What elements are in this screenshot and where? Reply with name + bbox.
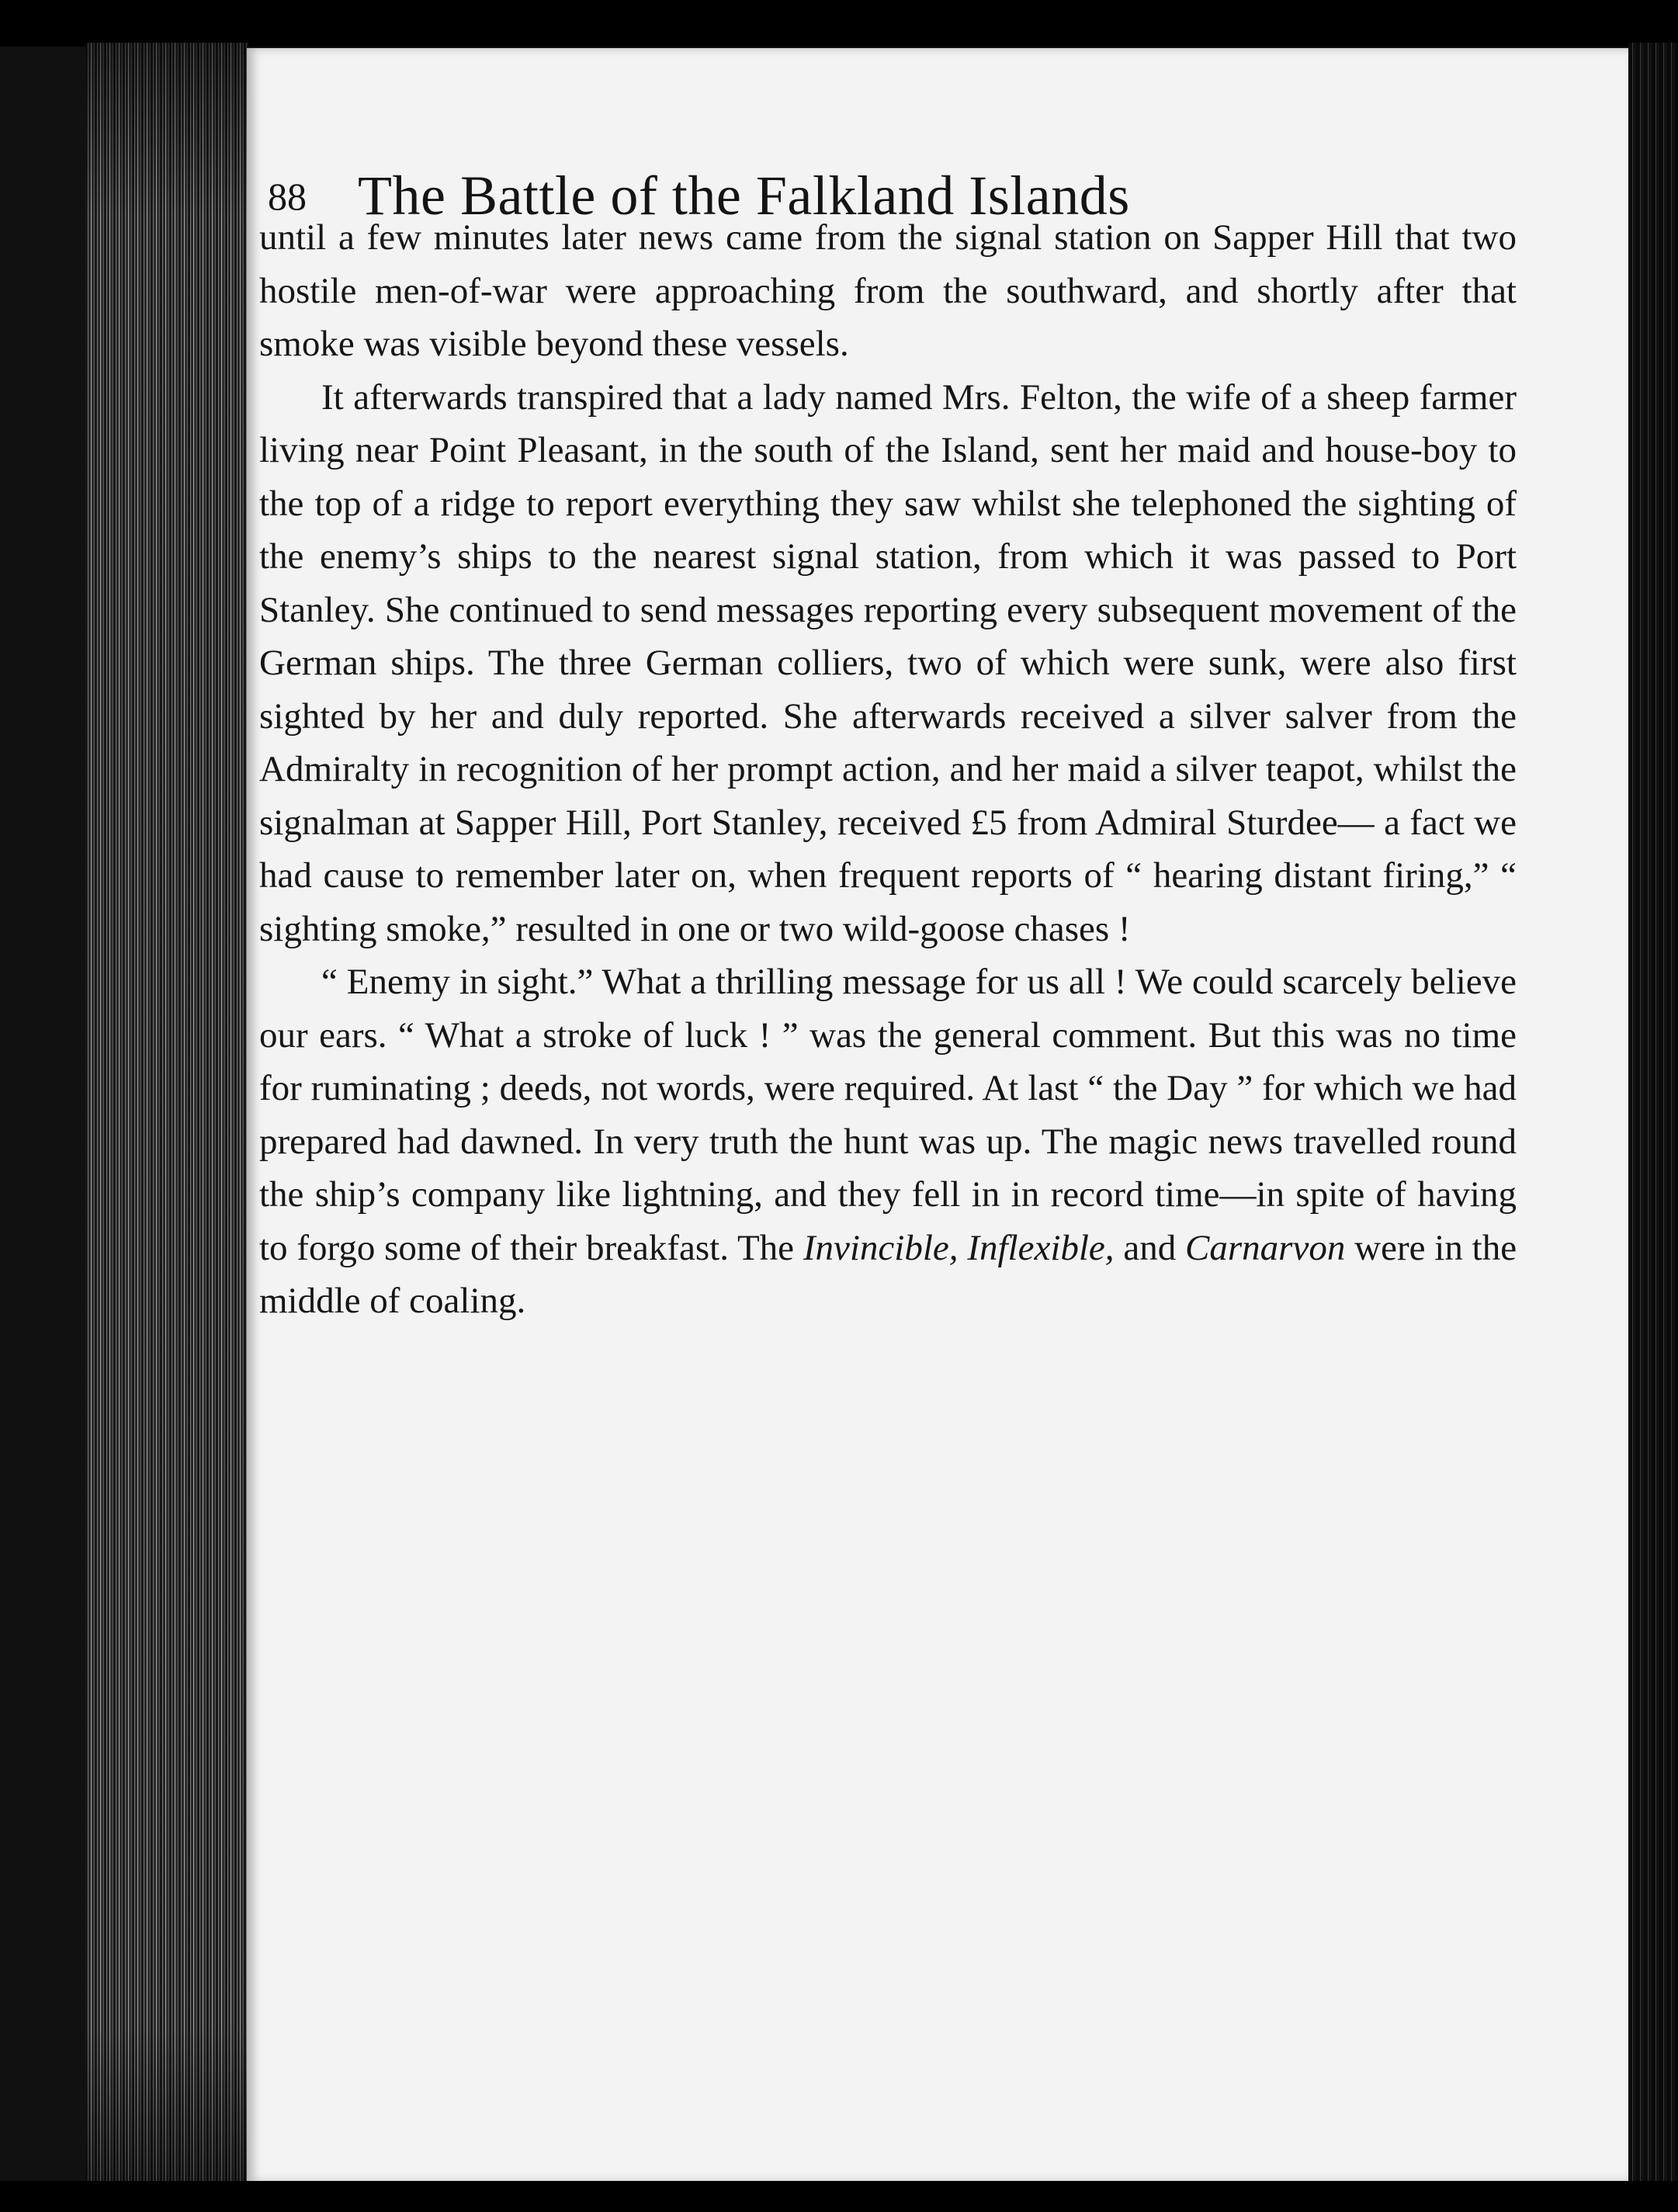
paragraph-2: It afterwards transpired that a lady named Mrs. Felton, the wife of a sheep farmer living near Point Pleasant, in the south of the Island, sent her maid and house-boy to the top of a ridge to report everything they saw whilst she telephoned the sighting of the enemy’s ships to the nearest signal station, from which it was passed to Port Stanley. She continued to send messages reporting every subsequent movement of the German ships. The three German colliers, two of which were sunk, were also first sighted by her and duly reported. She afterwards received a silver salver from the Admiralty in recognition of her prompt action, and her maid a silver teapot, whilst the signalman at Sapper Hill, Port Stanley, received £5 from Admiral Sturdee— a fact we had cause to remember later on, when frequent reports of “ hearing distant firing,” “ sighting smoke,” resulted in one or two wild-goose chases !: [259, 376, 1517, 949]
book-right-edge: [1628, 43, 1678, 2200]
connector-word: and: [1123, 1227, 1177, 1268]
book-title: The Battle of the Falkland Islands: [358, 165, 1130, 227]
paragraph-3-ending: were in the middle of coaling.: [259, 1227, 1517, 1321]
ship-name-invincible: Invincible,: [803, 1227, 959, 1268]
paragraph-3-text: “ Enemy in sight.” What a thrilling message for us all ! We could scarcely believe our ears. “ What a stroke of luck ! ” was the general comment. But this was no time for ruminating ; deeds, not words, were required. At last “ the Day ” for which we had prepared had dawned. In very truth the hunt was up. The magic news travelled round the ship’s company like lightning, and they fell in in record time—in spite of having to forgo some of their breakfast. The: [259, 962, 1517, 1268]
scan-bottom-border: [0, 2181, 1678, 2212]
book-page-edges: [85, 43, 248, 2200]
running-head: [268, 132, 1510, 227]
body-text: [259, 211, 1517, 1328]
paragraph-1: until a few minutes later news came from the signal station on Sapper Hill that two hostile men-of-war were approaching from the southward, and shortly after that smoke was visible beyond these vessels.: [259, 217, 1517, 364]
paragraph-3: [259, 955, 1517, 1328]
ship-name-carnarvon: Carnarvon: [1185, 1227, 1346, 1268]
ship-name-inflexible: Inflexible,: [967, 1227, 1115, 1268]
page-number: 88: [268, 175, 307, 218]
scan-top-border: [0, 0, 1678, 47]
